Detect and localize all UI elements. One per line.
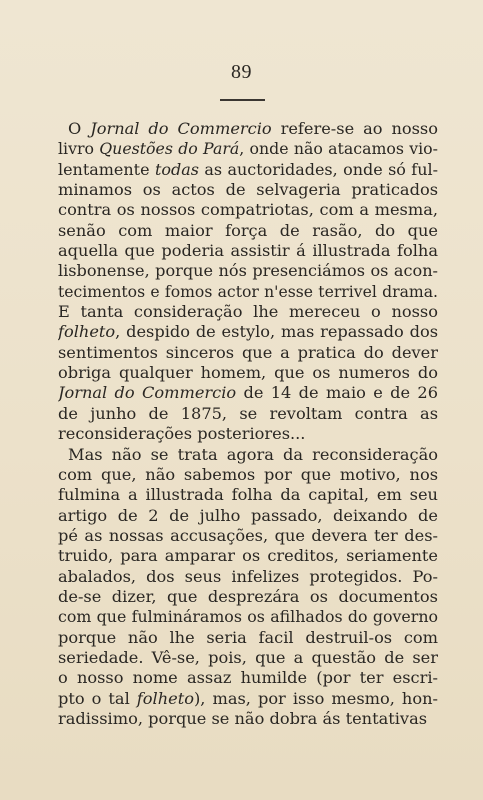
text-line — [58, 526, 438, 546]
paragraph — [58, 119, 438, 445]
text-run: , despido de estylo, mas repassado dos — [115, 322, 438, 342]
text-run: Mas não se trata agora da reconsideração — [68, 444, 438, 464]
italic-text-run: Questões do Pará — [99, 139, 240, 159]
text-line — [58, 689, 438, 709]
text-run: de junho de 1875, se revoltam contra as — [58, 403, 438, 423]
text-run: de-se dizer, que desprezára os documentos — [58, 586, 438, 606]
text-run: truido, para amparar os creditos, seriamente — [58, 546, 438, 566]
text-line — [58, 628, 438, 648]
italic-text-run: Jornal do Commercio — [58, 383, 237, 403]
text-line — [58, 241, 438, 261]
text-run: lentamente — [58, 159, 155, 179]
text-run: O — [68, 119, 91, 138]
text-run: E tanta consideração lhe mereceu o nosso — [58, 302, 438, 322]
text-line — [58, 119, 438, 139]
text-run: abalados, dos seus infelizes protegidos. Po- — [58, 566, 438, 586]
text-line — [58, 709, 438, 729]
text-run: lisbonense, porque nós presenciámos os acon- — [58, 261, 438, 281]
text-run: obriga qualquer homem, que os numeros do — [58, 363, 438, 383]
text-line — [58, 322, 438, 342]
text-line — [58, 180, 438, 200]
text-line — [58, 668, 438, 688]
text-line — [58, 465, 438, 485]
text-run: livro — [58, 139, 100, 159]
text-line — [58, 261, 438, 281]
text-line — [58, 567, 438, 587]
text-line — [58, 587, 438, 607]
italic-text-run: Jornal do Commercio — [90, 119, 272, 138]
text-run: ), mas, por isso mesmo, hon- — [193, 688, 438, 708]
italic-text-run: folheto — [58, 322, 116, 342]
text-run: pé as nossas accusações, que devera ter des- — [58, 525, 438, 545]
page-header — [0, 60, 483, 84]
text-run: tecimentos e fomos actor n'esse terrivel drama. — [58, 281, 438, 301]
text-line — [58, 546, 438, 566]
text-line — [58, 282, 438, 302]
page-number: 89 — [231, 61, 252, 83]
text-line — [58, 445, 438, 465]
text-line — [58, 485, 438, 505]
text-run: aquella que poderia assistir á illustrada folha — [58, 241, 438, 261]
text-run: radissimo, porque se não dobra ás tentativas — [58, 708, 428, 728]
header-rule — [220, 99, 265, 101]
text-line — [58, 200, 438, 220]
text-line — [58, 648, 438, 668]
text-run: o nosso nome assaz humilde (por ter escri- — [58, 668, 438, 688]
text-run: de 14 de maio e de 26 — [236, 383, 438, 403]
text-line — [58, 383, 438, 403]
italic-text-run: todas — [154, 159, 199, 179]
text-line — [58, 343, 438, 363]
text-run: pto o tal — [58, 688, 137, 708]
text-run: com que fulmináramos os afilhados do governo — [58, 607, 438, 627]
text-line — [58, 424, 438, 444]
italic-text-run: folheto — [136, 688, 194, 708]
text-run: minamos os actos de selvageria praticados — [58, 180, 438, 200]
text-line — [58, 607, 438, 627]
text-run: reconsiderações posteriores... — [58, 424, 306, 444]
text-line — [58, 404, 438, 424]
text-line — [58, 221, 438, 241]
text-line — [58, 302, 438, 322]
text-run: sentimentos sinceros que a pratica do dever — [58, 342, 438, 362]
text-line — [58, 160, 438, 180]
text-run: senão com maior força de rasão, do que — [58, 220, 438, 240]
text-run: fulmina a illustrada folha da capital, em seu — [58, 485, 438, 505]
text-run: contra os nossos compatriotas, com a mesma, — [58, 200, 438, 220]
text-run: refere-se ao nosso — [271, 119, 438, 138]
paragraph — [58, 445, 438, 730]
text-run: seriedade. Vê-se, pois, que a questão de ser — [58, 647, 438, 667]
text-run: as auctoridades, onde só ful- — [198, 159, 438, 179]
text-run: , onde não atacamos vio- — [239, 139, 438, 159]
text-run: porque não lhe seria facil destruil-os com — [58, 627, 438, 647]
text-run: com que, não sabemos por que motivo, nos — [58, 464, 438, 484]
text-line — [58, 363, 438, 383]
text-run: artigo de 2 de julho passado, deixando de — [58, 505, 438, 525]
body-text — [58, 119, 438, 729]
text-line — [58, 506, 438, 526]
text-line — [58, 139, 438, 159]
